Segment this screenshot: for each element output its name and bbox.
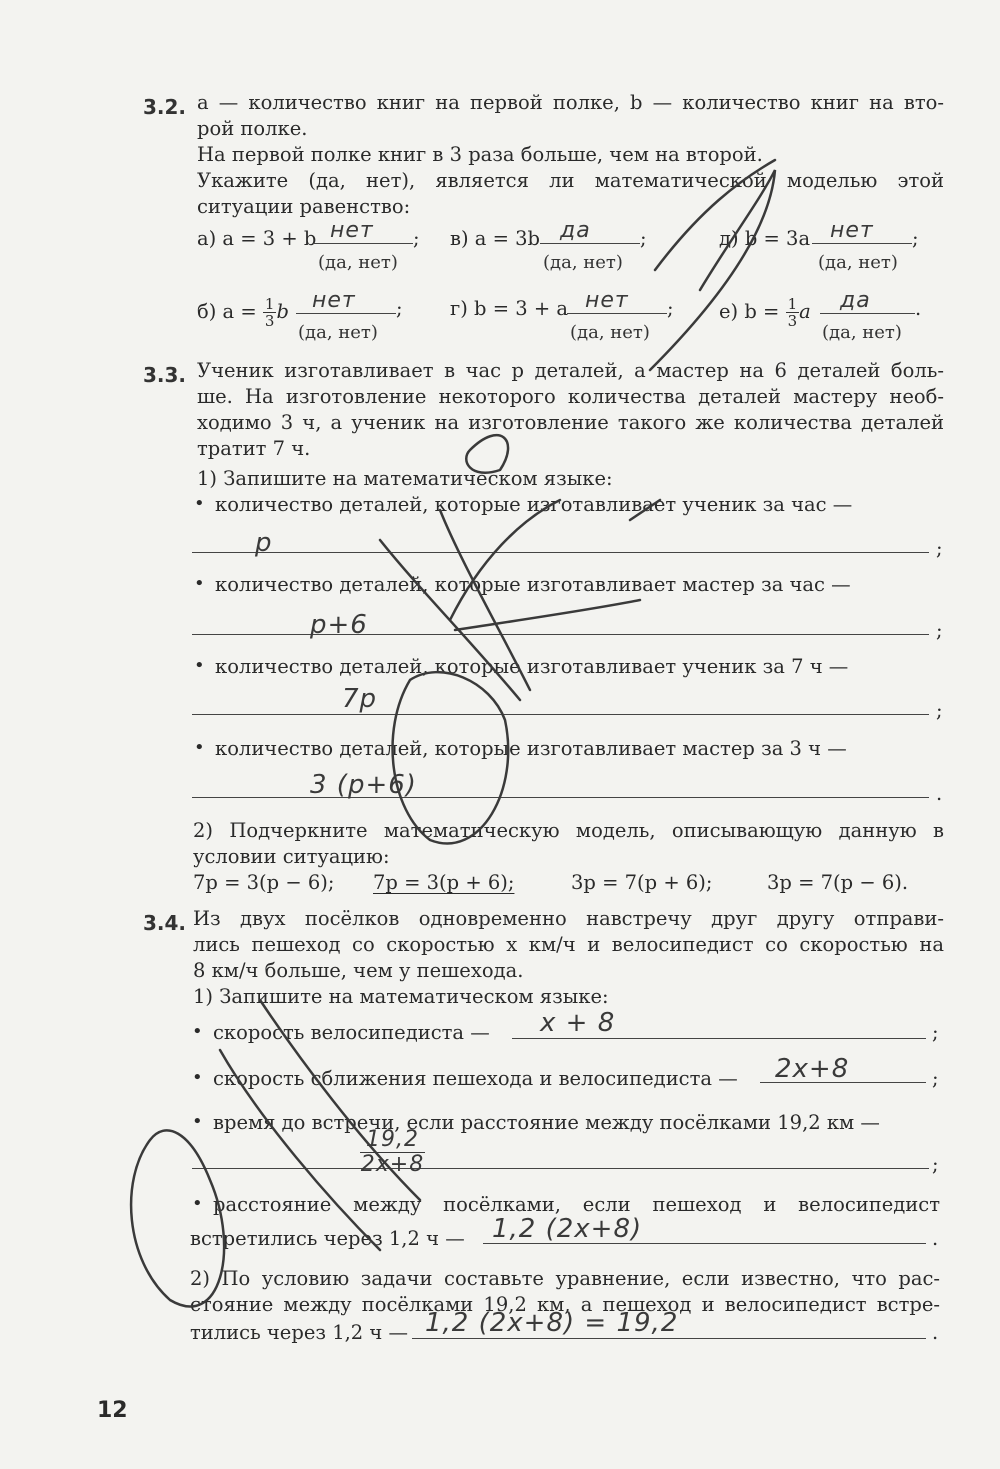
task-number-3-4: 3.4.	[143, 911, 187, 935]
task-3-4-item-4-line-2: встретились через 1,2 ч —	[190, 1227, 465, 1250]
option-g-label: г) b = 3 + a	[450, 297, 569, 320]
option-e-answer: да	[840, 288, 871, 313]
k-arm	[455, 600, 640, 630]
model-option-1[interactable]: 7p = 3(p − 6);	[193, 871, 335, 894]
option-g-answer: нет	[585, 288, 629, 313]
task-3-3-line-3: ходимо 3 ч, а ученик на изготовление такого же количества деталей	[197, 411, 944, 434]
task-3-3-line-4: тратит 7 ч.	[197, 437, 311, 460]
task-number-3-3: 3.3.	[143, 363, 187, 387]
model-option-2[interactable]: 7p = 3(p + 6);	[373, 871, 515, 894]
k-stroke	[450, 500, 560, 620]
task-3-4-item-4-line-1: расстояние между посёлками, если пешеход и велосипедист	[213, 1193, 940, 1216]
task-3-3-item-1-answer: p	[255, 528, 273, 558]
task-3-4-part2-answer: 1,2 (2x+8) = 19,2	[425, 1308, 679, 1338]
option-e-fraction: $\frac{1}{3}$	[787, 295, 798, 330]
task-3-4-line-2: лись пешеход со скоростью x км/ч и велосипедист со скоростью на	[193, 933, 944, 956]
page-number: 12	[97, 1398, 128, 1423]
option-d-answer: нет	[830, 218, 874, 243]
task-3-2-line-1: a — количество книг на первой полке, b — количество книг на вто-	[197, 91, 944, 114]
task-3-3-item-2: количество деталей, которые изготавливает мастер за час —	[215, 573, 851, 596]
model-option-3[interactable]: 3p = 7(p + 6);	[571, 871, 713, 894]
task-number-3-2: 3.2.	[143, 95, 187, 119]
option-g-hint: (да, нет)	[570, 322, 650, 343]
task-3-4-part1: 1) Запишите на математическом языке:	[193, 985, 609, 1008]
diagonal-stroke-4	[260, 1000, 420, 1200]
left-circle-mark	[131, 1130, 224, 1306]
task-3-3-line-2: ше. На изготовление некоторого количества деталей мастеру необ-	[197, 385, 944, 408]
option-a-hint: (да, нет)	[318, 252, 398, 273]
small-o-mark	[466, 435, 508, 473]
task-3-3-part2-line-2: условии ситуацию:	[193, 845, 390, 868]
task-3-4-item-2: скорость сближения пешехода и велосипедиста —	[213, 1067, 738, 1090]
option-a-label: а) a = 3 + b	[197, 227, 317, 250]
task-3-3-item-4: количество деталей, которые изготавливает мастер за 3 ч —	[215, 737, 847, 760]
task-3-4-part2-line-3: тились через 1,2 ч —	[190, 1321, 408, 1344]
task-3-4-item-1: скорость велосипедиста —	[213, 1021, 490, 1044]
option-b-hint: (да, нет)	[298, 322, 378, 343]
task-3-4-line-3: 8 км/ч больше, чем у пешехода.	[193, 959, 524, 982]
task-3-4-part2-line-2: стояние между посёлками 19,2 км, а пешеход и велосипедист встре-	[190, 1293, 940, 1316]
task-3-4-line-1: Из двух посёлков одновременно навстречу друг другу отправи-	[193, 907, 944, 930]
check-mark-top	[655, 160, 775, 270]
tick-mark	[630, 500, 660, 520]
task-3-3-item-2-answer: p+6	[310, 610, 368, 640]
option-v-label: в) a = 3b	[450, 227, 541, 250]
option-v-hint: (да, нет)	[543, 252, 623, 273]
task-3-3-item-3-answer: 7p	[342, 684, 378, 714]
option-b-label: б) a = $\frac{1}{3}$ b	[197, 295, 289, 330]
option-b-answer: нет	[312, 288, 356, 313]
task-3-3-part1: 1) Запишите на математическом языке:	[197, 467, 613, 490]
task-3-3-part2-line-1: 2) Подчеркните математическую модель, описывающую данную в	[193, 819, 944, 842]
task-3-2-line-5: ситуации равенство:	[197, 195, 411, 218]
task-3-2-line-3: На первой полке книг в 3 раза больше, чем на второй.	[197, 143, 763, 166]
letter-stroke	[650, 170, 775, 370]
task-3-4-item-2-answer: 2x+8	[775, 1054, 850, 1084]
task-3-4-item-3-answer: 19,2 2x+8	[360, 1127, 425, 1177]
diagonal-stroke-3	[220, 1050, 380, 1250]
circle-mark	[393, 672, 509, 843]
task-3-2-line-2: рой полке.	[197, 117, 308, 140]
workbook-page: 3.2. a — количество книг на первой полке, b — количество книг на вто- рой полке. На первой полке книг в 3 раза больше, чем на второй. Укажите (да, нет), является ли математической моделью этой ситуации равенство: а) a = 3 + b нет ; (да, нет) в) a = 3b да ; (да, нет) д) b = 3a нет ; (да, нет) б) a = $\frac{1}{3}$ b нет ; (да, нет) г) b = 3 + a нет ; (да, нет) е) b = $\frac{1}{3}$ a да . (да, нет) 3.3. Ученик изготавливает в час p деталей, а мастер на 6 деталей боль- ше. На изготовление некоторого количества деталей мастеру необ- ходимо 3 ч, а ученик на изготовление такого же количества деталей тратит 7 ч. 1) Запишите на математическом языке: • количество деталей, которые изготавливает ученик за час — p ; • количество деталей, которые изготавливает мастер за час — p+6 ; • количество деталей, которые изготавливает ученик за 7 ч — 7p ; • количество деталей, которые изготавливает мастер за 3 ч — 3 (p+6) . 2) Подчеркните математическую модель, описывающую данную в условии ситуацию: 7p = 3(p − 6); 7p = 3(p + 6); 3p = 7(p + 6); 3p = 7(p − 6). 3.4. Из двух посёлков одновременно навстречу друг другу отправи- лись пешеход со скоростью x км/ч и велосипедист со скоростью на 8 км/ч больше, чем у пешехода. 1) Запишите на математическом языке: • скорость велосипедиста — x + 8 ; • скорость сближения пешехода и велосипедиста — 2x+8 ; • время до встречи, если расстояние между посёлками 19,2 км — 19,2 2x+8 ; • расстояние между посёлками, если пешеход и велосипедист встретились через 1,2 ч — 1,2 (2x+8) . 2) По условию задачи составьте уравнение, если известно, что рас- стояние между посёлками 19,2 км, а пешеход и велосипедист встре- тились через 1,2 ч — 1,2 (2x+8) = 19,2 . 12	[0, 0, 1000, 1469]
task-3-3-line-1: Ученик изготавливает в час p деталей, а мастер на 6 деталей боль-	[197, 359, 944, 382]
option-e-hint: (да, нет)	[822, 322, 902, 343]
option-b-fraction: $\frac{1}{3}$	[264, 295, 275, 330]
task-3-3-item-4-answer: 3 (p+6)	[310, 770, 417, 800]
model-option-4[interactable]: 3p = 7(p − 6).	[767, 871, 909, 894]
task-3-4-item-3: время до встречи, если расстояние между посёлками 19,2 км —	[213, 1111, 880, 1134]
task-3-4-item-1-answer: x + 8	[540, 1008, 616, 1038]
task-3-4-item-4-answer: 1,2 (2x+8)	[492, 1214, 643, 1244]
option-d-hint: (да, нет)	[818, 252, 898, 273]
task-3-4-part2-line-1: 2) По условию задачи составьте уравнение, если известно, что рас-	[190, 1267, 940, 1290]
option-e-label: е) b = $\frac{1}{3}$ a	[719, 295, 811, 330]
diagonal-stroke-1	[440, 510, 530, 690]
option-v-answer: да	[560, 218, 591, 243]
task-3-3-item-1: количество деталей, которые изготавливает ученик за час —	[215, 493, 853, 516]
task-3-3-item-3: количество деталей, которые изготавливает ученик за 7 ч —	[215, 655, 849, 678]
option-a-answer: нет	[330, 218, 374, 243]
option-d-label: д) b = 3a	[719, 227, 811, 250]
task-3-2-line-4: Укажите (да, нет), является ли математической моделью этой	[197, 169, 944, 192]
